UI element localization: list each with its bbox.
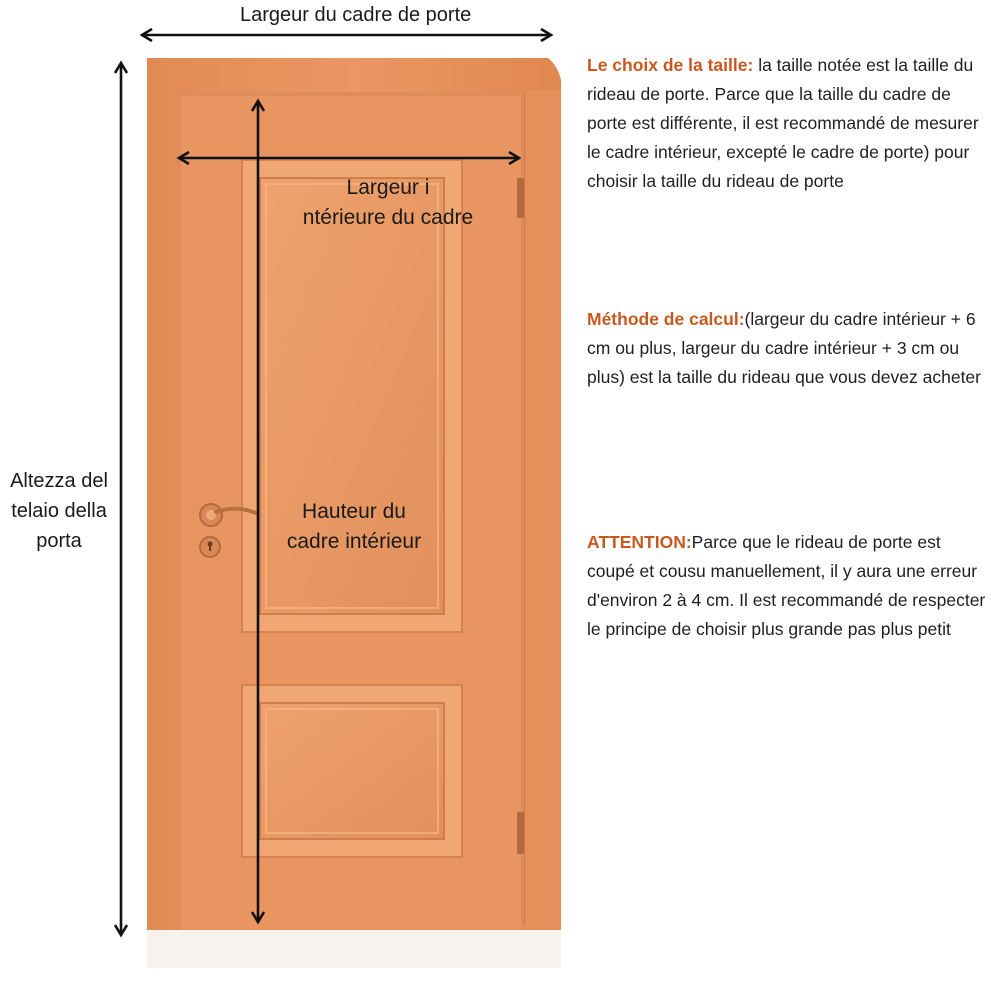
inner-width-label-line2: ntérieure du cadre: [302, 206, 474, 229]
outer-height-label: [0, 466, 118, 556]
calculation-method-text: (largeur du cadre intérieur + 6 cm ou plus, largeur du cadre intérieur + 3 cm ou plus) est la taille du rideau que vous devez acheter: [587, 309, 981, 387]
outer-height-label-line1: Altezza del: [10, 470, 108, 492]
inner-width-label: [288, 173, 488, 233]
outer-width-label: Largeur du cadre de porte: [240, 4, 472, 26]
attention-text: Parce que le rideau de porte est coupé et cousu manuellement, il y aura une erreur d'environ 2 à 4 cm. Il est recommandé de respecter le principe de choisir plus grande pas plus petit: [587, 532, 986, 639]
floor-shadow: [147, 928, 561, 968]
size-choice-separator: :: [747, 55, 759, 75]
size-choice-heading: Le choix de la taille: [587, 55, 748, 75]
calculation-method-note: [587, 305, 991, 392]
inner-height-label: [268, 497, 440, 557]
calculation-method-heading: Méthode de calcul:: [587, 309, 745, 329]
keyhole: [200, 537, 220, 557]
lower-panel-inner: [260, 703, 444, 839]
inner-height-label-line2: cadre intérieur: [286, 530, 422, 553]
hinge-bottom: [517, 812, 524, 854]
attention-separator: :: [685, 532, 692, 552]
inner-width-label-line1: Largeur i: [346, 176, 430, 199]
size-choice-text: la taille notée est la taille du rideau de porte. Parce que la taille du cadre de porte est différente, il est recommandé de mesurer le cadre intérieur, excepté le cadre de porte) pour choisir la taille du rideau de porte: [587, 55, 979, 191]
hinge-top: [517, 178, 524, 218]
inner-height-label-line1: Hauteur du: [302, 500, 406, 523]
outer-height-label-line2: telaio della: [11, 500, 107, 522]
size-choice-note: [587, 51, 991, 196]
attention-note: [587, 528, 991, 644]
outer-height-label-line3: porta: [36, 530, 82, 552]
frame-right-bevel: [522, 90, 561, 930]
attention-heading: ATTENTION: [587, 532, 686, 552]
